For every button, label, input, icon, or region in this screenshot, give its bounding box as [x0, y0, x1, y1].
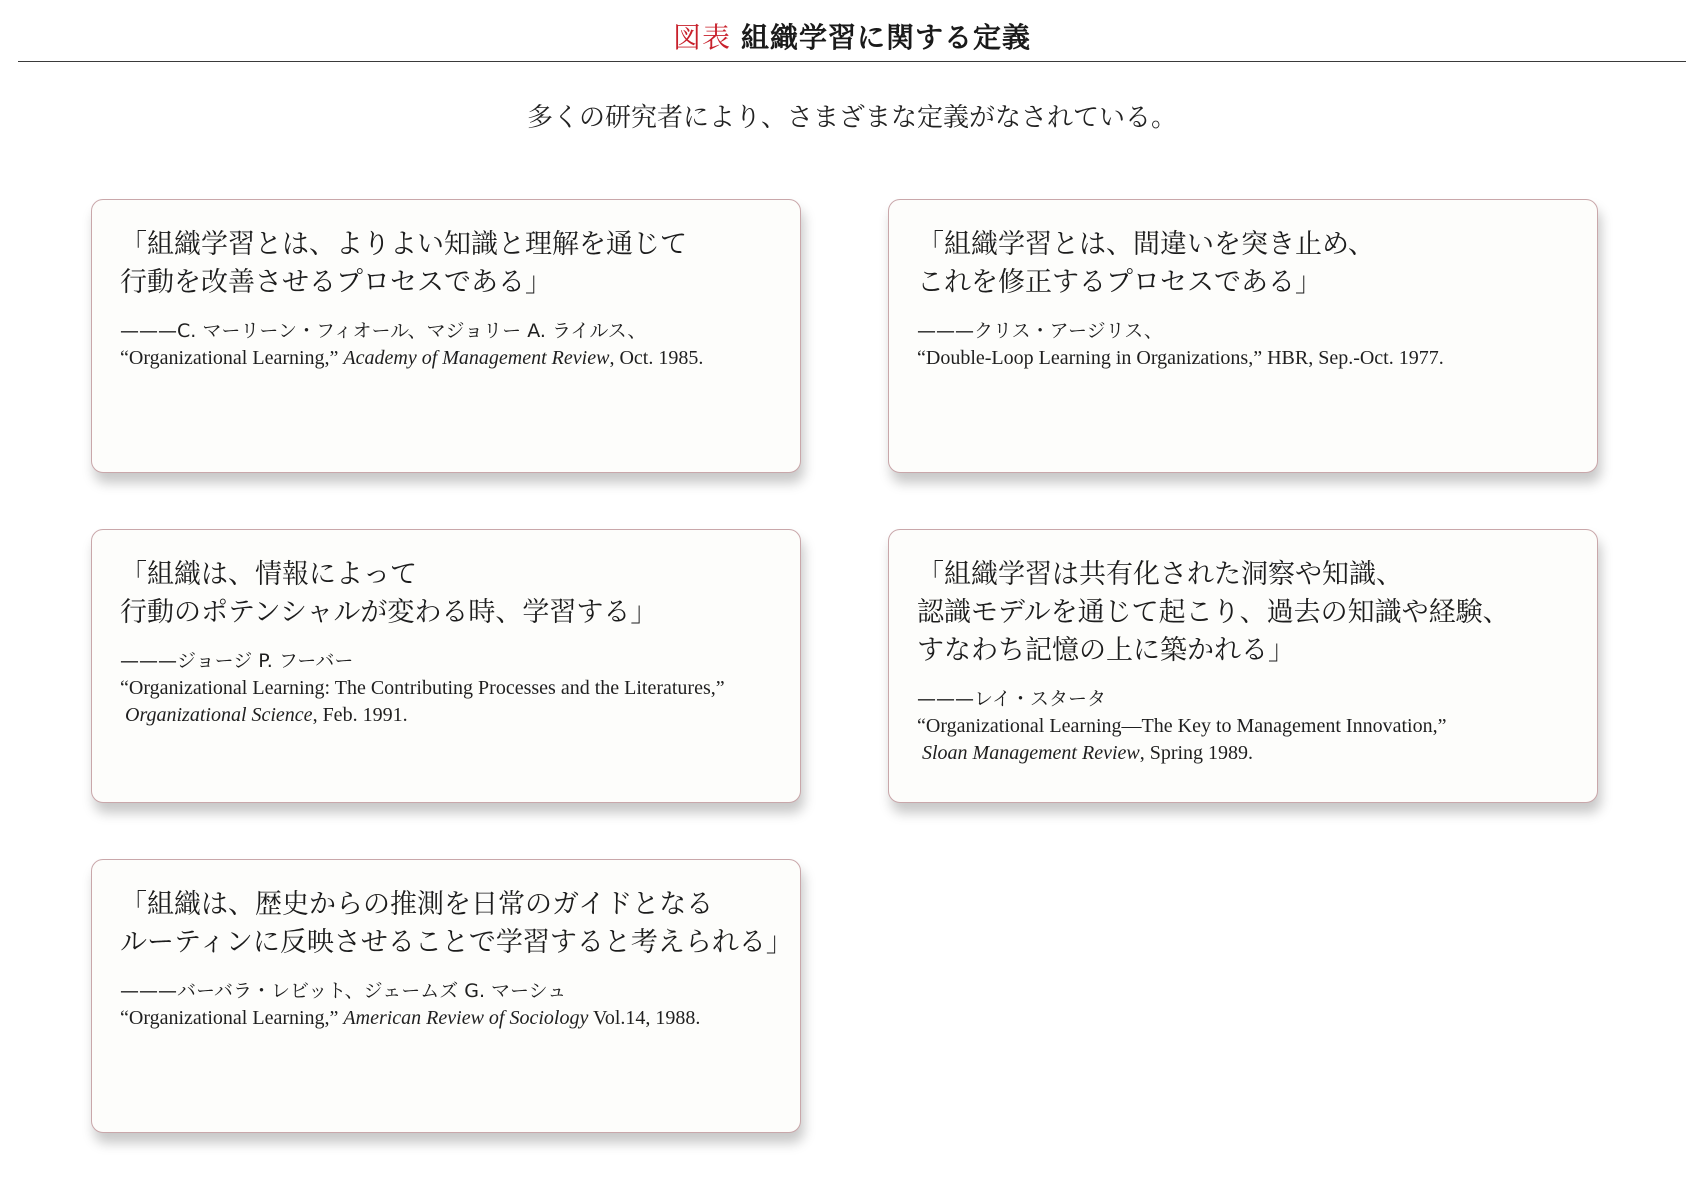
citation-article-title: “Organizational Learning,”	[120, 1007, 339, 1029]
citation-article-title: “Organizational Learning,”	[120, 347, 339, 369]
definition-quote	[917, 556, 1569, 670]
citation-article-title: “Double-Loop Learning in Organizations,” HBR, Sep.-Oct. 1977.	[917, 347, 1444, 369]
quote-line: 「組織は、情報によって	[120, 559, 417, 590]
figure-subtitle: 多くの研究者により、さまざまな定義がなされている。	[526, 103, 1177, 133]
citation-author: ———C. マーリーン・フィオール、マジョリー A. ライルス、	[120, 320, 647, 342]
header-divider	[18, 61, 1686, 62]
citation-author: ———クリス・アージリス、	[917, 320, 1163, 342]
definition-quote	[120, 226, 772, 302]
citation-author: ———ジョージ P. フーバー	[120, 650, 354, 672]
quote-line: これを修正するプロセスである」	[917, 267, 1322, 298]
citation-source-cont	[917, 740, 1569, 767]
quote-line: 「組織学習とは、間違いを突き止め、	[917, 229, 1375, 260]
citation-source-cont	[120, 702, 772, 729]
citation-date: Vol.14, 1988.	[588, 1007, 701, 1029]
citation-source	[917, 345, 1569, 372]
quote-line: すなわち記憶の上に築かれる」	[917, 635, 1295, 666]
quote-line: ルーティンに反映させることで学習すると考えられる」	[120, 927, 793, 958]
citation-article-title: “Organizational Learning: The Contributing Processes and the Literatures,”	[120, 677, 725, 699]
figure-header	[0, 18, 1704, 58]
figure-label: 図表	[672, 21, 731, 54]
definition-quote	[917, 226, 1569, 302]
citation-date: , Spring 1989.	[1139, 742, 1254, 764]
figure-title: 組織学習に関する定義	[741, 21, 1032, 54]
definition-card-argyris	[888, 199, 1598, 473]
citation-journal: Sloan Management Review	[922, 742, 1140, 764]
definition-quote	[120, 886, 793, 962]
definition-quote	[120, 556, 772, 632]
citation-source	[120, 675, 772, 702]
citation-journal: Organizational Science	[125, 704, 313, 726]
citation-date: , Oct. 1985.	[609, 347, 704, 369]
citation-author: ———レイ・スタータ	[917, 688, 1107, 710]
citation-author: ———バーバラ・レビット、ジェームズ G. マーシュ	[120, 980, 567, 1002]
quote-line: 「組織は、歴史からの推測を日常のガイドとなる	[120, 889, 714, 920]
definition-card-stata	[888, 529, 1598, 803]
citation-article-title: “Organizational Learning—The Key to Management Innovation,”	[917, 715, 1447, 737]
quote-line: 認識モデルを通じて起こり、過去の知識や経験、	[917, 597, 1510, 628]
quote-line: 「組織学習とは、よりよい知識と理解を通じて	[120, 229, 687, 260]
definition-card-huber	[91, 529, 801, 803]
quote-line: 「組織学習は共有化された洞察や知識、	[917, 559, 1403, 590]
citation-source	[120, 345, 772, 372]
definition-card-levitt-march	[91, 859, 801, 1133]
citation-date: , Feb. 1991.	[312, 704, 408, 726]
quote-line: 行動のポテンシャルが変わる時、学習する」	[120, 597, 658, 628]
definition-card-fiol-lyles	[91, 199, 801, 473]
citation-journal: American Review of Sociology	[343, 1007, 589, 1029]
quote-line: 行動を改善させるプロセスである」	[120, 267, 552, 298]
citation-source	[120, 1005, 772, 1032]
citation-source	[917, 713, 1569, 740]
citation-journal: Academy of Management Review	[343, 347, 610, 369]
